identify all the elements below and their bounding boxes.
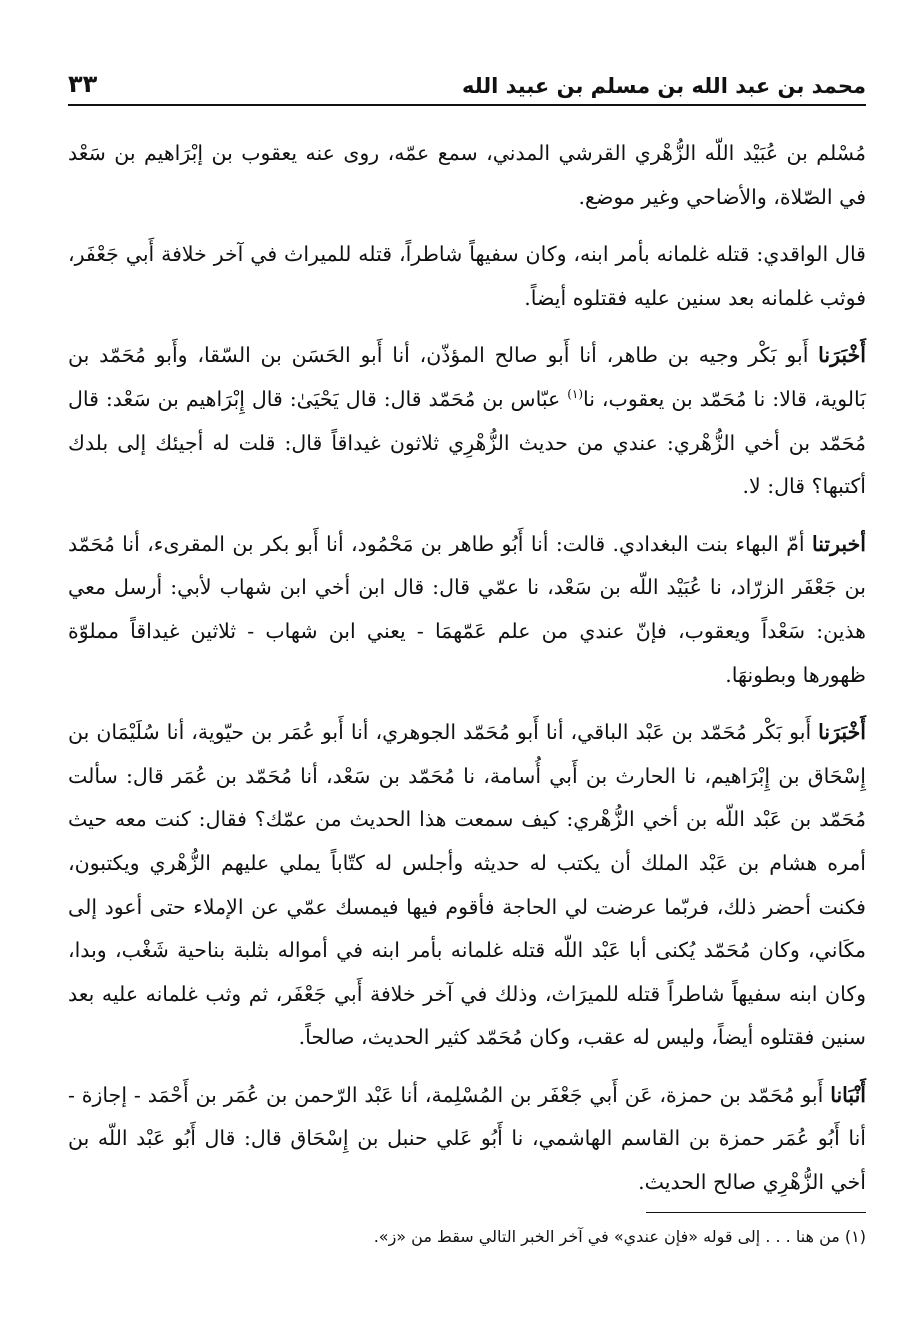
paragraph-text: قال الواقدي: قتله غلمانه بأمر ابنه، وكان سفيهاً شاطراً، قتله للميراث في آخر خلافة أَبي جَعْفَر، فوثب غلمانه بعد سنين عليه فقتلوه أيضاً. (68, 242, 866, 310)
paragraph-6 (68, 1074, 866, 1205)
paragraph-text: أَبو بَكْر مُحَمّد بن عَبْد الباقي، أنا أَبو مُحَمّد الجوهري، أنا أَبو عُمَر بن حيّوية، أنا سُلَيْمَان بن إِسْحَاق بن إِبْرَاهيم، نا الحارث بن أَبي أُسامة، نا مُحَمّد بن سَعْد، أنا مُحَمّد بن عُمَر قال: سألت مُحَمّد بن عَبْد اللّه بن أخي الزُّهْري: كيف سمعت هذا الحديث من عمّك؟ فقال: كنت معه حيث أمره هشام بن عَبْد الملك أن يكتب له حديثه وأجلس له كتّاباً يملي عليهم الزُّهْري ويكتبون، فكنت أحضر ذلك، فربّما عرضت لي الحاجة فأقوم فيها فيمسك عمّي عن الإملاء حتى أعود إلى مكَاني، وكان مُحَمّد يُكنى أبا عَبْد اللّه قتله غلمانه بأمر ابنه في أمواله بثلبة بناحية شَغْب، وبدا، وكان ابنه سفيهاً شاطراً قتله للميرَاث، وذلك في آخر خلافة أَبي جَعْفَر، ثم وثب غلمانه عليه بعد سنين فقتلوه أيضاً، وليس له عقب، وكان مُحَمّد كثير الحديث، صالحاً. (68, 720, 866, 1050)
narration-lead-word: أَخْبَرَنا (818, 343, 866, 368)
header-title: محمد بن عبد الله بن مسلم بن عبيد الله (461, 74, 866, 98)
paragraph-text: عبّاس بن مُحَمّد قال: قال يَحْيَىٰ: قال إِبْرَاهيم بن سَعْد: قال مُحَمّد بن أخي الزُّهْري: عندي من حديث الزُّهْرِي ثلاثون غيداقاً قال: قلت له أجيئك إلى بلدك أكتبها؟ قال: لا. (68, 386, 866, 499)
paragraph-text: أَبو مُحَمّد بن حمزة، عَن أَبي جَعْفَر بن المُسْلِمة، أنا عَبْد الرّحمن بن عُمَر بن أَحْمَد - إجازة - أنا أَبُو عُمَر حمزة بن القاسم الهاشمي، نا أَبُو عَلي حنبل بن إِسْحَاق قال: قال أَبُو عَبْد اللّه بن أخي الزُّهْرِي صالح الحديث. (68, 1082, 866, 1195)
paragraph-text: أَبو بَكْر وجيه بن طاهر، أنا أَبو صالح المؤذّن، أنا أَبو الحَسَن بن السّقا، وأَبو مُحَمّد بن بَالوية، قالا: نا مُحَمّد بن يعقوب، نا (68, 343, 866, 411)
narration-lead-word: أخبرتنا (811, 531, 866, 556)
page-number: ٣٣ (68, 70, 98, 98)
paragraph-3 (68, 334, 866, 508)
paragraph-2 (68, 233, 866, 320)
footnote-reference: (١) (567, 387, 584, 402)
narration-lead-word: أَخْبَرَنا (818, 720, 866, 745)
paragraph-text: أمّ البهاء بنت البغدادي. قالت: أنا أَبُو طاهر بن مَحْمُود، أنا أَبو بكر بن المقرىء، أنا مُحَمّد بن جَعْفَر الزرّاد، نا عُبَيْد اللّه بن سَعْد، نا عمّي قال: قال ابن أخي ابن شهاب لأبي: أرسل معي هذين: سَعْداً ويعقوب، فإنّ عندي من علم عَمّهمَا - يعني ابن شهاب - ثلاثين غيداقاً مملوّة ظهورها وبطونهَا. (68, 531, 866, 687)
page-body (68, 132, 866, 1205)
footnote-rule (646, 1212, 866, 1213)
paragraph-5 (68, 711, 866, 1060)
paragraph-4 (68, 523, 866, 697)
footnote-text: (١) من هنا . . . إلى قوله «فإن عندي» في آخر الخبر التالي سقط من «ز». (373, 1227, 866, 1246)
paragraph-1 (68, 132, 866, 219)
footnotes (68, 1212, 866, 1251)
running-header (68, 50, 866, 106)
paragraph-text: مُسْلم بن عُبَيْد اللّه الزُّهْري القرشي المدني، سمع عمّه، روى عنه يعقوب بن إبْرَاهيم بن سَعْد في الصّلاة، والأضاحي وغير موضع. (68, 141, 866, 209)
narration-lead-word: أَنْبَانا (830, 1082, 866, 1107)
